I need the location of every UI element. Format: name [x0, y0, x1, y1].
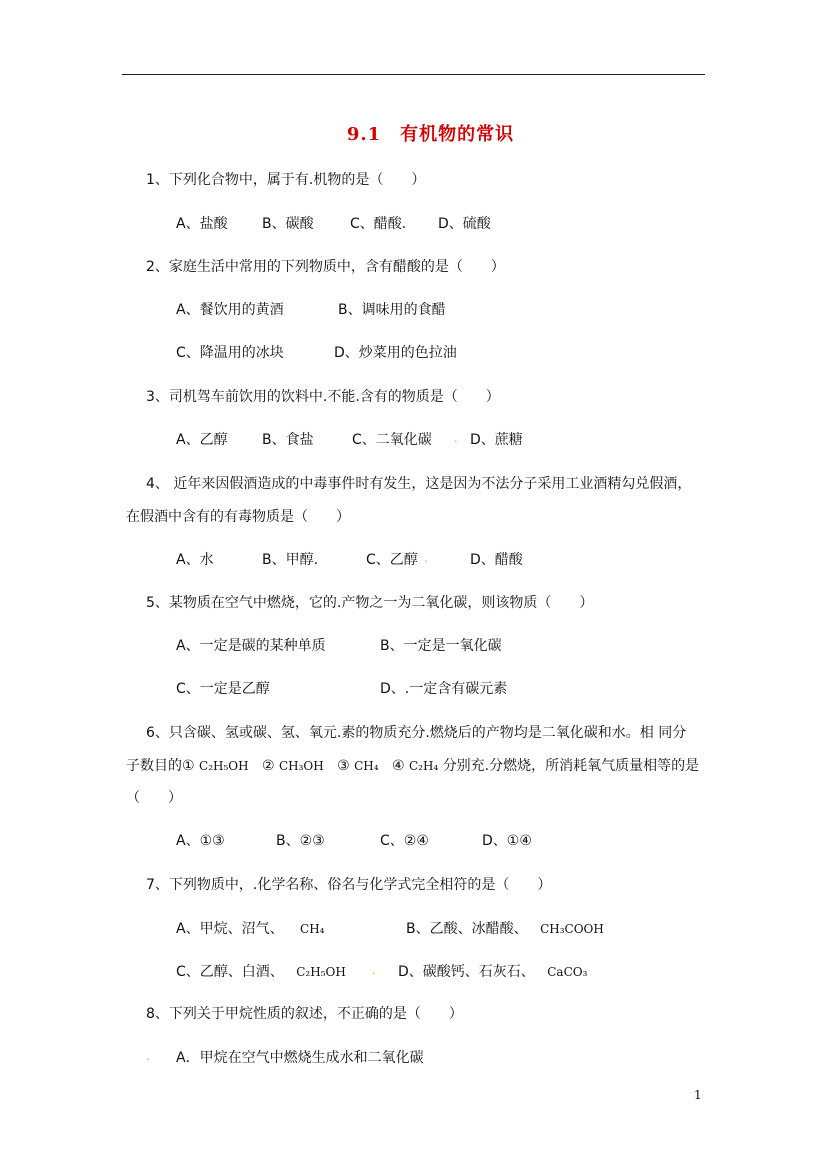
question-1-option-b: B、碳酸: [262, 216, 314, 232]
question-6-stem-line-3: （ ）: [126, 790, 182, 806]
formula-ch3oh: CH₃OH: [278, 759, 324, 773]
question-1-option-d: D、硫酸: [438, 216, 491, 232]
question-2-option-d: D、炒菜用的色拉油: [334, 345, 457, 361]
question-5-option-b: B、一定是一氧化碳: [380, 638, 502, 654]
header-rule: [122, 74, 705, 75]
question-2-option-b: B、调味用的食醋: [338, 302, 446, 318]
question-7-option-d-text: D、碳酸钙、石灰石、: [398, 964, 535, 980]
question-8-stem: 8、下列关于甲烷性质的叙述，不正确的是（ ）: [146, 1006, 463, 1022]
question-5-option-a: A、一定是碳的某种单质: [176, 638, 326, 654]
question-5-option-c: C、一定是乙醇: [176, 681, 270, 697]
question-1-stem: 1、下列化合物中，属于有.机物的是（ ）: [146, 172, 426, 188]
page-number: 1: [694, 1088, 702, 1102]
question-8-option-a: A．甲烷在空气中燃烧生成水和二氧化碳: [176, 1050, 424, 1066]
question-5-option-d: D、.一定含有碳元素: [380, 681, 508, 697]
question-7-option-b: [406, 919, 604, 939]
question-6-prefix: 子数目的①: [126, 758, 195, 774]
question-4-option-d: D、醋酸: [470, 552, 523, 568]
formula-c2h5oh: C₂H₅OH: [199, 759, 249, 773]
question-1-option-c: C、醋酸.: [350, 216, 407, 232]
question-6-stem-line-2: [126, 756, 699, 776]
stray-mark: .: [372, 964, 376, 977]
question-7-option-d-formula: CaCO₃: [547, 965, 588, 979]
formula-c2h4: C₂H₄: [408, 759, 439, 773]
question-2-stem: 2、家庭生活中常用的下列物质中，含有醋酸的是（ ）: [146, 259, 505, 275]
question-1-option-a: A、盐酸: [176, 216, 228, 232]
question-6-option-b: B、②③: [276, 833, 325, 849]
page-title: 9.1 有机物的常识: [346, 124, 515, 145]
question-7-option-b-text: B、乙酸、冰醋酸、: [406, 921, 528, 937]
question-7-stem: 7、下列物质中，.化学名称、俗名与化学式完全相符的是（ ）: [146, 877, 552, 893]
question-2-option-a: A、餐饮用的黄酒: [176, 302, 284, 318]
circled-3: ③: [337, 758, 350, 774]
question-3-option-a: A、乙醇: [176, 432, 228, 448]
stray-mark: .: [424, 552, 428, 565]
formula-ch4: CH₄: [354, 759, 379, 773]
question-4-option-a: A、水: [176, 552, 214, 568]
question-6-suffix: 分别充.分燃烧，所消耗氧气质量相等的是: [442, 758, 700, 774]
question-7-option-c: [176, 962, 346, 982]
question-4-option-b: B、甲醇.: [262, 552, 319, 568]
question-3-option-b: B、食盐: [262, 432, 314, 448]
stray-mark: .: [146, 1050, 150, 1063]
question-7-option-d: [398, 962, 587, 982]
question-7-option-c-text: C、乙醇、白酒、: [176, 964, 284, 980]
question-2-option-c: C、降温用的冰块: [176, 345, 284, 361]
question-4-stem-line-1: 4、 近年来因假酒造成的中毒事件时有发生，这是因为不法分子采用工业酒精勾兑假酒，: [146, 476, 692, 492]
question-7-option-a-formula: CH₄: [300, 922, 325, 936]
question-3-option-d: D、蔗糖: [470, 432, 523, 448]
question-6-stem-line-1: 6、只含碳、氢或碳、氢、氧元.素的物质充分.燃烧后的产物均是二氧化碳和水。相 同分: [146, 725, 687, 741]
question-4-stem-line-2: 在假酒中含有的有毒物质是（ ）: [126, 509, 350, 525]
question-3-option-c: C、二氧化碳: [352, 432, 432, 448]
question-7-option-a-text: A、甲烷、沼气、: [176, 921, 284, 937]
question-6-option-a: A、①③: [176, 833, 225, 849]
question-5-stem: 5、某物质在空气中燃烧，它的.产物之一为二氧化碳，则该物质（ ）: [146, 595, 594, 611]
question-7-option-b-formula: CH₃COOH: [540, 922, 604, 936]
question-4-option-c: C、乙醇: [366, 552, 418, 568]
circled-2: ②: [261, 758, 275, 774]
question-3-stem: 3、司机驾车前饮用的饮料中.不能.含有的物质是（ ）: [146, 389, 500, 405]
question-6-option-d: D、①④: [482, 833, 532, 849]
stray-mark: .: [454, 432, 458, 445]
question-7-option-c-formula: C₂H₅OH: [296, 965, 346, 979]
question-7-option-a: [176, 919, 325, 939]
circled-4: ④: [391, 758, 405, 774]
question-6-option-c: C、②④: [380, 833, 429, 849]
